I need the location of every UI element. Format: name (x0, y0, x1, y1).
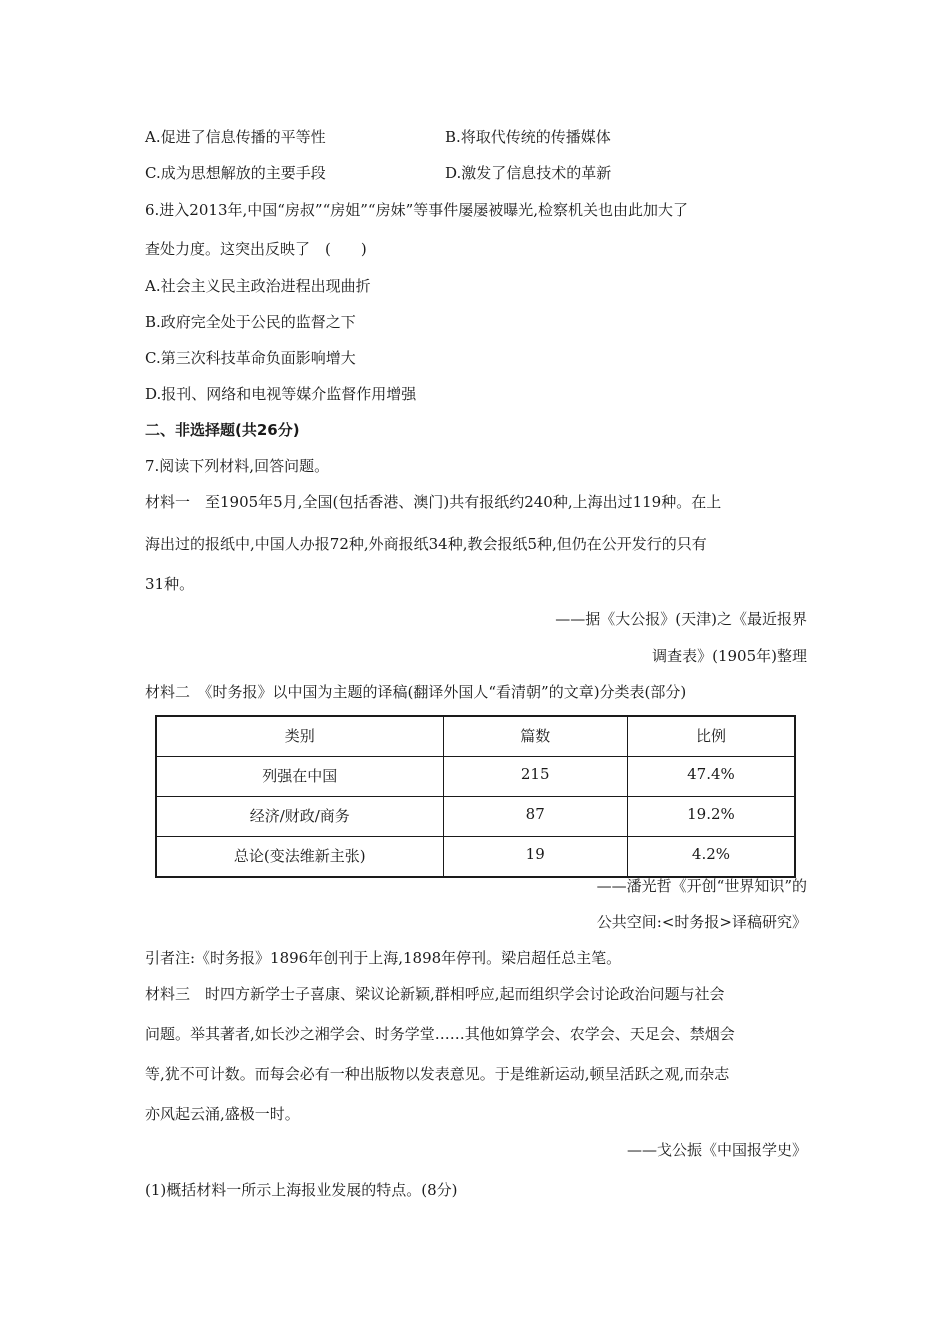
q5-option-a: A.促进了信息传播的平等性 (145, 128, 326, 146)
table-cell: 19.2% (627, 797, 795, 837)
material2-source-line1: ——潘光哲《开创“世界知识”的 (596, 877, 807, 895)
table-cell: 经济/财政/商务 (156, 797, 443, 837)
table-row (156, 797, 795, 837)
section-heading: 二、非选择题(共26分) (145, 421, 300, 439)
material2-source-line2: 公共空间:<时务报>译稿研究》 (596, 913, 807, 931)
q7-subquestion-1: (1)概括材料一所示上海报业发展的特点。(8分) (145, 1181, 458, 1199)
table-cell: 列强在中国 (156, 757, 443, 797)
material3-line2: 问题。举其著者,如长沙之湘学会、时务学堂……其他如算学会、农学会、天足会、禁烟会 (145, 1025, 735, 1043)
table-cell: 215 (443, 757, 627, 797)
q5-option-b: B.将取代传统的传播媒体 (445, 128, 611, 146)
table-cell: 19 (443, 837, 627, 878)
table-header-cell: 类别 (156, 716, 443, 757)
translation-category-table (155, 715, 796, 878)
table-row (156, 757, 795, 797)
table-header-row (156, 716, 795, 757)
table-cell: 总论(变法维新主张) (156, 837, 443, 878)
material3-source: ——戈公振《中国报学史》 (626, 1141, 807, 1159)
q6-stem-line1: 6.进入2013年,中国“房叔”“房姐”“房妹”等事件屡屡被曝光,检察机关也由此加大了 (145, 201, 689, 219)
material2-note: 引者注:《时务报》1896年创刊于上海,1898年停刊。梁启超任总主笔。 (145, 949, 622, 967)
q5-option-d: D.激发了信息技术的革新 (445, 164, 612, 182)
q6-option-d: D.报刊、网络和电视等媒介监督作用增强 (145, 385, 417, 403)
material1-line3: 31种。 (145, 575, 195, 593)
material1-line2: 海出过的报纸中,中国人办报72种,外商报纸34种,教会报纸5种,但仍在公开发行的只有 (145, 535, 707, 553)
q7-intro: 7.阅读下列材料,回答问题。 (145, 457, 330, 475)
table-cell: 47.4% (627, 757, 795, 797)
q6-option-c: C.第三次科技革命负面影响增大 (145, 349, 356, 367)
q6-option-b: B.政府完全处于公民的监督之下 (145, 313, 356, 331)
q6-stem-line2: 查处力度。这突出反映了 ( ) (145, 240, 367, 258)
material3-line1: 材料三 时四方新学士子喜康、梁议论新颖,群相呼应,起而组织学会讨论政治问题与社会 (145, 985, 725, 1003)
table-cell: 87 (443, 797, 627, 837)
material3-line3: 等,犹不可计数。而每会必有一种出版物以发表意见。于是维新运动,顿呈活跃之观,而杂志 (145, 1065, 730, 1083)
material2-title: 材料二 《时务报》以中国为主题的译稿(翻译外国人“看清朝”的文章)分类表(部分) (145, 683, 687, 701)
q5-option-c: C.成为思想解放的主要手段 (145, 164, 326, 182)
material1-line1: 材料一 至1905年5月,全国(包括香港、澳门)共有报纸约240种,上海出过119种。在上 (145, 493, 722, 511)
q6-option-a: A.社会主义民主政治进程出现曲折 (145, 277, 371, 295)
table-header-cell: 比例 (627, 716, 795, 757)
material1-source-line2: 调查表》(1905年)整理 (652, 647, 807, 665)
table-row (156, 837, 795, 878)
material1-source-line1: ——据《大公报》(天津)之《最近报界 (555, 610, 807, 628)
table-cell: 4.2% (627, 837, 795, 878)
material3-line4: 亦风起云涌,盛极一时。 (145, 1105, 300, 1123)
table-header-cell: 篇数 (443, 716, 627, 757)
